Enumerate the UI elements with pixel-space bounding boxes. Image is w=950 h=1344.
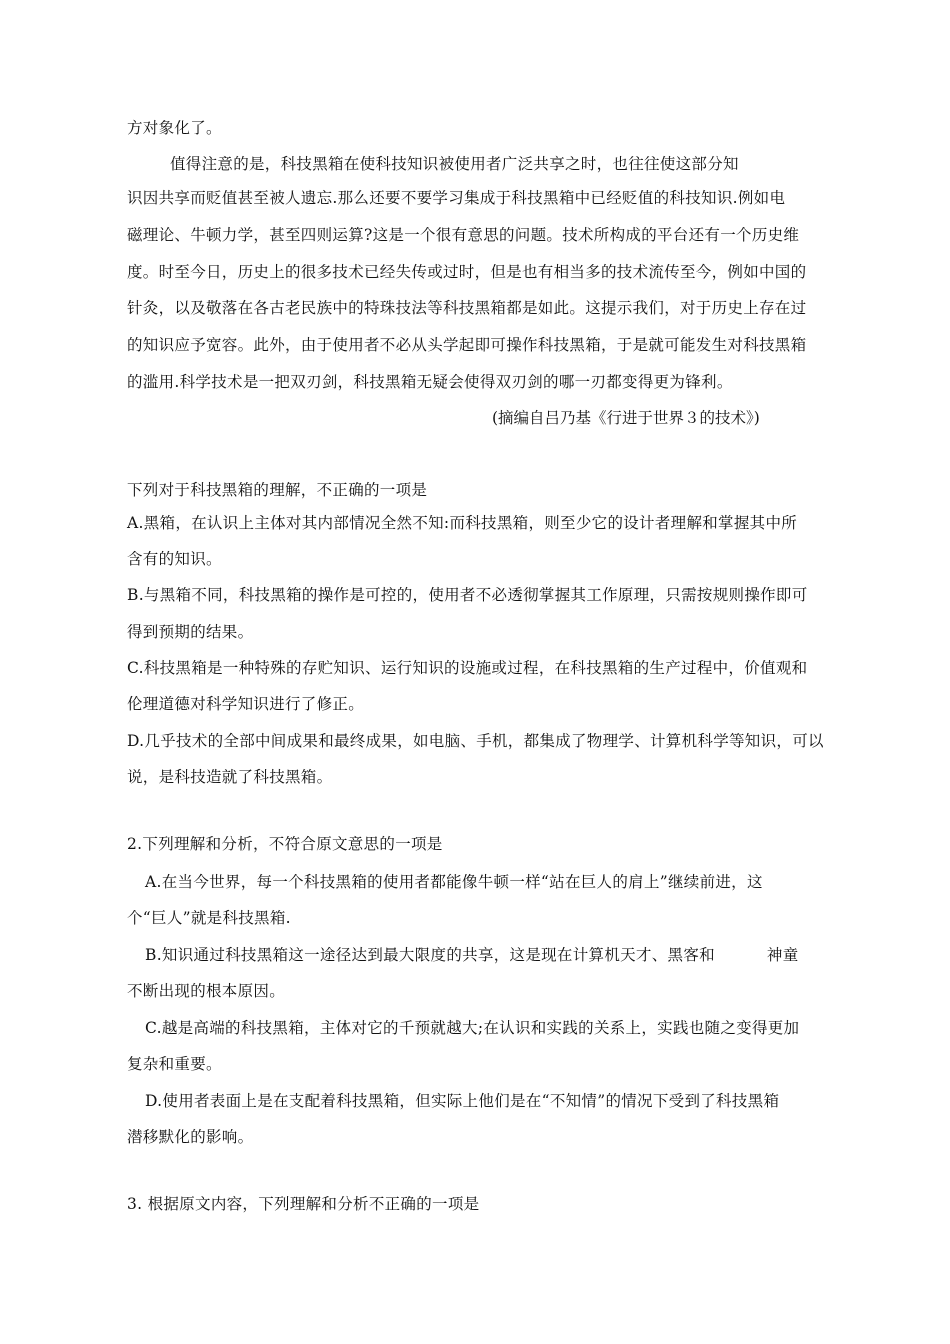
passage-line: 的滥用.科学技术是一把双刃剑，科技黑箱无疑会使得双刃剑的哪一刃都变得更为锋利。 xyxy=(127,373,733,391)
passage-line: 方对象化了。 xyxy=(127,119,222,137)
q1-option-line: 含有的知识。 xyxy=(127,550,222,568)
q2-option-a: A.在当今世界，每一个科技黑箱的使用者都能像牛顿一样“站在巨人的肩上”继续前进，这 xyxy=(145,873,763,891)
q1-option-line: 伦理道德对科学知识进行了修正。 xyxy=(127,695,365,713)
q2-option-b xyxy=(145,945,799,965)
q1-option-line: 得到预期的结果。 xyxy=(127,623,254,641)
passage-line: 识因共享而贬值甚至被人遗忘.那么还要不要学习集成于科技黑箱中已经贬值的科技知识.例如电 xyxy=(127,189,786,207)
q2-option-d-cont: 潜移默化的影响。 xyxy=(127,1128,254,1146)
question-2-stem: 2.下列理解和分析，不符合原文意思的一项是 xyxy=(127,835,443,853)
passage-line: 的知识应予宽容。此外，由于使用者不必从头学起即可操作科技黑箱，于是就可能发生对科技黑箱 xyxy=(127,336,807,354)
q2-option-a-cont: 个“巨人”就是科技黑箱. xyxy=(127,909,291,927)
question-1-stem: 下列对于科技黑箱的理解，不正确的一项是 xyxy=(127,481,428,499)
q2-option-b-part2: 神童 xyxy=(766,946,799,964)
passage-source: (摘编自吕乃基《行进于世界３的技术》) xyxy=(492,409,760,427)
passage-line: 值得注意的是，科技黑箱在使科技知识被使用者广泛共享之时，也往往使这部分知 xyxy=(170,155,739,173)
question-3-stem: 3. 根据原文内容，下列理解和分析不正确的一项是 xyxy=(127,1195,480,1213)
passage-line: 针灸，以及敬落在各古老民族中的特珠技法等科技黑箱都是如此。这提示我们，对于历史上存在过 xyxy=(127,299,807,317)
q1-option-line: D.几乎技术的全部中间成果和最终成果，如电脑、手机，都集成了物理学、计算机科学等知识，可以 xyxy=(127,732,824,750)
q1-option-line: B.与黑箱不同，科技黑箱的操作是可控的，使用者不必透彻掌握其工作原理，只需按规则操作即可 xyxy=(127,586,808,604)
q1-option-line: 说，是科技造就了科技黑箱。 xyxy=(127,768,333,786)
q2-option-c-cont: 复杂和重要。 xyxy=(127,1055,222,1073)
q2-option-b-part1: B.知识通过科技黑箱这一途径达到最大限度的共享，这是现在计算机天才、黑客和 xyxy=(145,946,715,964)
q1-option-line: A.黑箱，在认识上主体对其内部情况全然不知:而科技黑箱，则至少它的设计者理解和掌握其中所 xyxy=(127,514,798,532)
q2-option-b-cont: 不断出现的根本原因。 xyxy=(127,982,286,1000)
passage-line: 磁理论、牛顿力学，甚至四则运算?这是一个很有意思的问题。技术所构成的平台还有一个历史维 xyxy=(127,226,800,244)
passage-line: 度。时至今日，历史上的很多技术已经失传或过时，但是也有相当多的技术流传至今，例如中国的 xyxy=(127,263,807,281)
q2-option-d: D.使用者表面上是在支配着科技黑箱，但实际上他们是在“不知情”的情况下受到了科技黑箱 xyxy=(145,1092,780,1110)
q2-option-c: C.越是高端的科技黑箱，主体对它的千预就越大;在认识和实践的关系上，实践也随之变得更加 xyxy=(145,1019,800,1037)
q1-option-line: C.科技黑箱是一种特殊的存贮知识、运行知识的设施或过程，在科技黑箱的生产过程中，价值观和 xyxy=(127,659,808,677)
